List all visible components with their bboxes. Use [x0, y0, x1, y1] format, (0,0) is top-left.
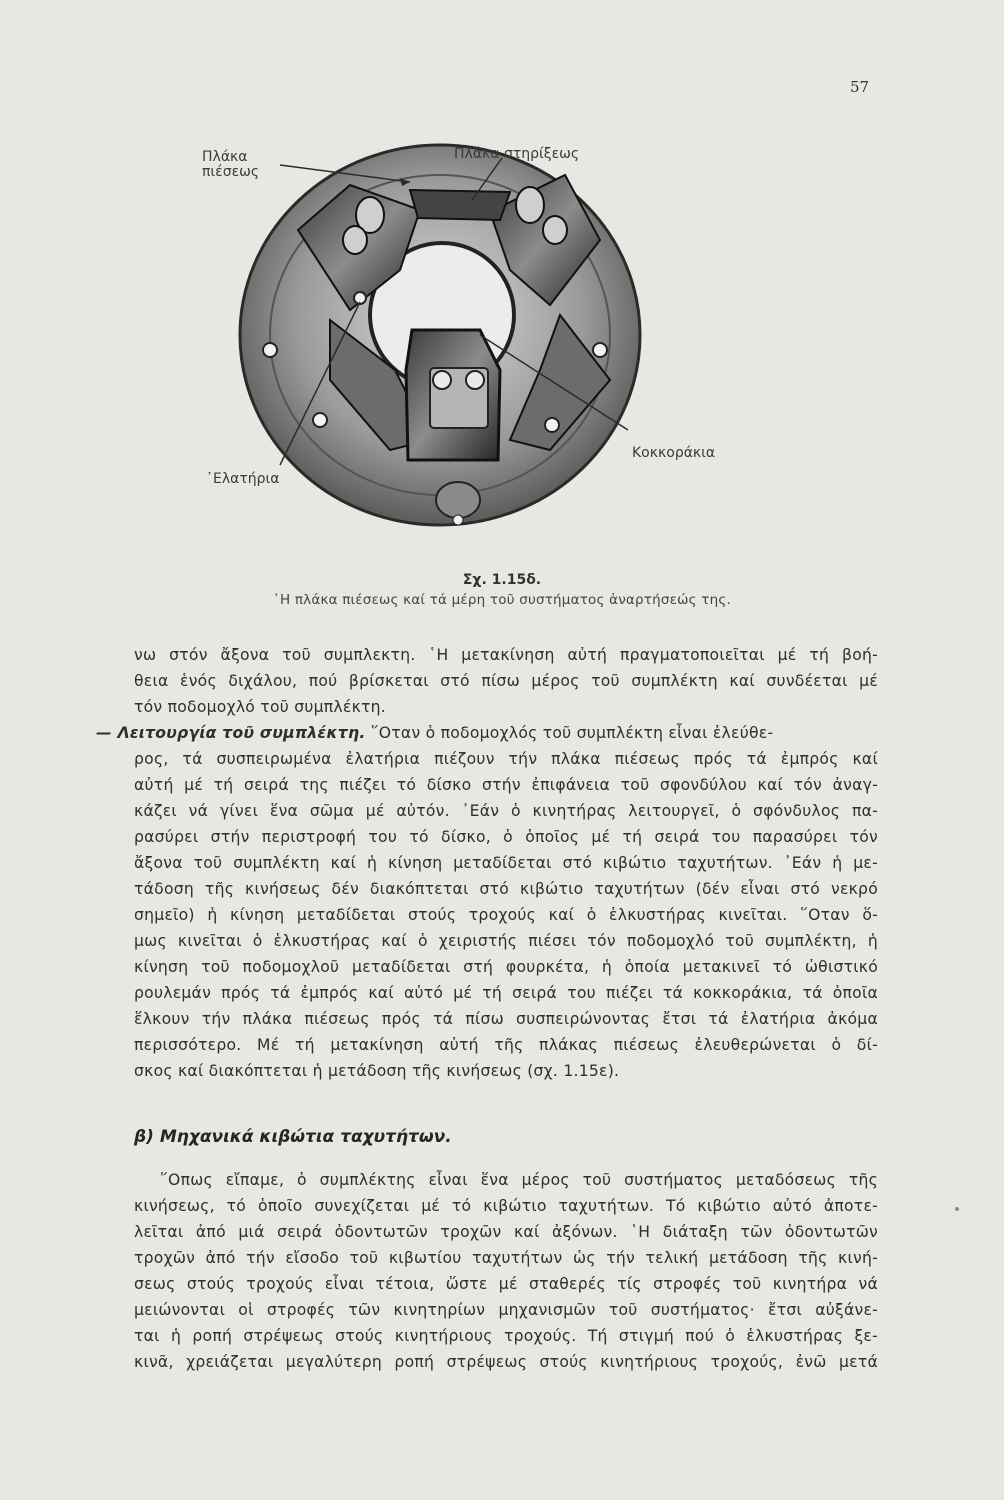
body-line: ρουλεμάν πρός τά ἐμπρός καί αὐτό μέ τή σειρά του πιέζει τά κοκκοράκια, τά ὁποῖα [134, 984, 878, 1002]
section-heading: β) Μηχανικά κιβώτια ταχυτήτων. [134, 1127, 452, 1147]
body-line: τόν ποδομοχλό τοῦ συμπλέκτη. [134, 698, 387, 716]
margin-dot [955, 1207, 959, 1211]
body-line: ἄξονα τοῦ συμπλέκτη καί ἡ κίνηση μεταδίδεται στό κιβώτιο ταχυτήτων. ᾿Εάν ἡ με- [134, 854, 878, 872]
clutch-pressure-plate-figure [180, 120, 780, 540]
body-line: λεῖται ἀπό μιά σειρά ὀδοντωτῶν τροχῶν καί ἀξόνων. ῾Η διάταξη τῶν ὀδοντωτῶν [134, 1223, 878, 1241]
body-line: νω στόν ἄξονα τοῦ συμπλεκτη. ῾Η μετακίνηση αὐτή πραγματοποιεῖται μέ τή βοή- [134, 646, 878, 664]
body-line: σημεῖο) ἡ κίνηση μεταδίδεται στούς τροχούς καί ὁ ἑλκυστήρας κινεῖται. ῞Οταν ὅ- [134, 906, 878, 924]
body-line: κινήσεως, τό ὁποῖο συνεχίζεται μέ τό κιβώτιο ταχυτήτων. Τό κιβώτιο αὐτό ἀποτε- [134, 1197, 878, 1215]
body-line: ται ἡ ροπή στρέψεως στούς κινητήριους τροχούς. Τή στιγμή πού ὁ ἑλκυστήρας ξε- [134, 1327, 878, 1345]
body-line: ἕλκουν τήν πλάκα πιέσεως πρός τά πίσω συσπειρώνοντας ἔτσι τά ἐλατήρια ἀκόμα [134, 1010, 878, 1028]
body-line: τροχῶν ἀπό τήν εἴσοδο τοῦ κιβωτίου ταχυτήτων ὡς τήν τελική μετάδοση τῆς κινή- [134, 1249, 878, 1267]
body-line: τάδοση τῆς κινήσεως δέν διακόπτεται στό κιβώτιο ταχυτήτων (δέν εἶναι στό νεκρό [134, 880, 878, 898]
body-line: κάζει νά γίνει ἕνα σῶμα μέ αὐτόν. ᾿Εάν ὁ κινητήρας λειτουργεῖ, ὁ σφόνδυλος πα- [134, 802, 878, 820]
body-line: μειώνονται οἱ στροφές τῶν κινητηρίων μηχανισμῶν τοῦ συστήματος· ἔτσι αὐξάνε- [134, 1301, 878, 1319]
figure-caption-text: ῾Η πλάκα πιέσεως καί τά μέρη τοῦ συστήματος ἀναρτήσεώς της. [273, 592, 731, 608]
body-line: ρασύρει στήν περιστροφή του τό δίσκο, ὁ ὁποῖος μέ τή σειρά του παρασύρει τόν [134, 828, 878, 846]
body-line: περισσότερο. Μέ τή μετακίνηση αὐτή τῆς πλάκας πιέσεως ἐλευθερώνεται ὁ δί- [134, 1036, 878, 1054]
body-line: θεια ἑνός διχάλου, πού βρίσκεται στό πίσω μέρος τοῦ συμπλέκτη καί συνδέεται μέ [134, 672, 878, 690]
body-line: αὐτή μέ τή σειρά της πιέζει τό δίσκο στήν ἐπιφάνεια τοῦ σφονδύλου καί τόν ἀναγ- [134, 776, 878, 794]
body-line [96, 723, 878, 743]
page-number: 57 [850, 78, 870, 96]
body-line: ῞Οπως εἴπαμε, ὁ συμπλέκτης εἶναι ἕνα μέρος τοῦ συστήματος μεταδόσεως τῆς [160, 1171, 878, 1189]
body-line: κίνηση τοῦ ποδομοχλοῦ μεταδίδεται στή φουρκέτα, ἡ ὁποία μετακινεῖ τό ὠθιστικό [134, 958, 878, 976]
subsection-heading: — Λειτουργία τοῦ συμπλέκτη. [96, 724, 366, 742]
label-levers: Κοκκοράκια [632, 445, 716, 461]
label-support-plate: Πλάκα στηρίξεως [454, 146, 580, 162]
body-line-rest: ῞Οταν ὁ ποδομοχλός τοῦ συμπλέκτη εἶναι ἐλεύθε- [365, 724, 774, 742]
body-line: κινᾶ, χρειάζεται μεγαλύτερη ροπή στρέψεως στούς κινητήριους τροχούς, ἐνῶ μετά [134, 1353, 878, 1371]
label-pressure-plate: Πλάκα πιέσεως [202, 149, 260, 180]
label-springs: ᾿Ελατήρια [206, 471, 280, 487]
body-line: σκος καί διακόπτεται ἡ μετάδοση τῆς κινήσεως (σχ. 1.15ε). [134, 1062, 620, 1080]
body-line: μως κινεῖται ὁ ἑλκυστήρας καί ὁ χειριστής πιέσει τόν ποδομοχλό τοῦ συμπλέκτη, ἡ [134, 932, 878, 950]
body-line: σεως στούς τροχούς εἶναι τέτοια, ὥστε μέ σταθερές τίς στροφές τοῦ κινητήρα νά [134, 1275, 878, 1293]
body-line: ρος, τά συσπειρωμένα ἐλατήρια πιέζουν τήν πλάκα πιέσεως πρός τά ἐμπρός καί [134, 750, 878, 768]
figure-caption-number: Σχ. 1.15δ. [462, 572, 542, 588]
